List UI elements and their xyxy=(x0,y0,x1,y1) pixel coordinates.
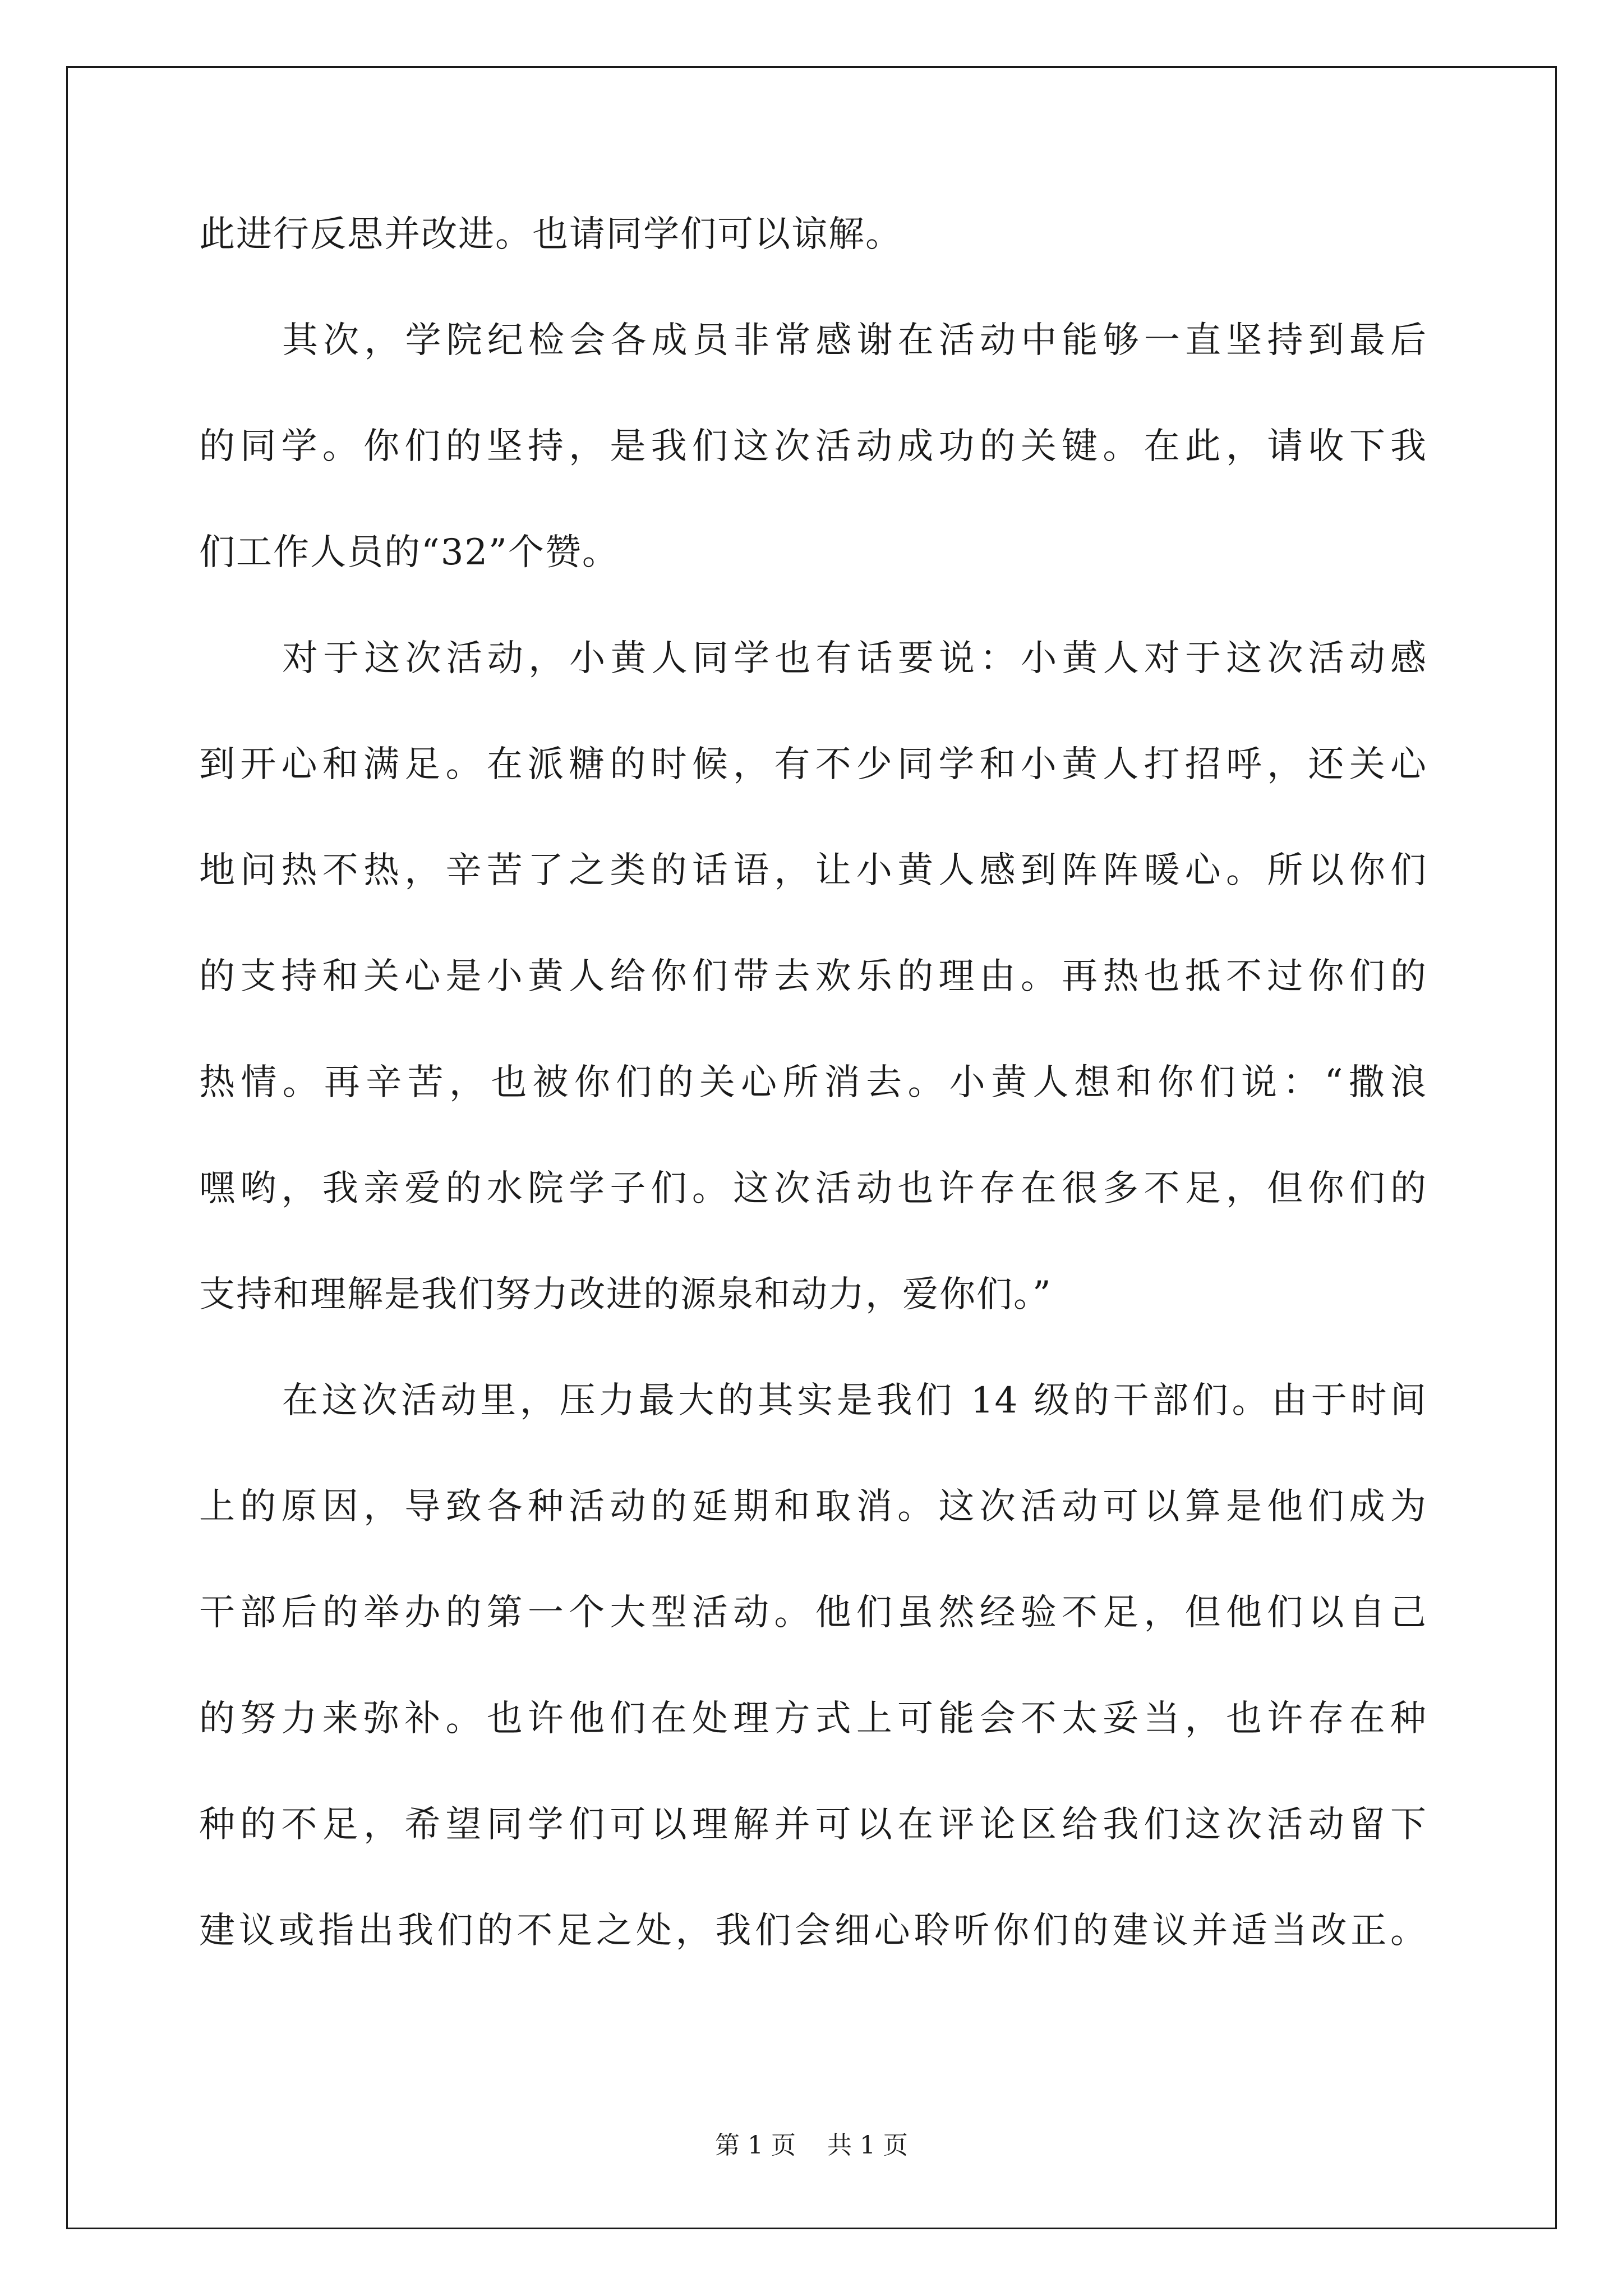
text-line: 建议或指出我们的不足之处，我们会细心聆听你们的建议并适当改正。 xyxy=(199,1910,1427,1952)
paragraph-start-line: 在这次活动里，压力最大的其实是我们 14 级的干部们。由于时间 xyxy=(282,1380,1427,1421)
text-line: 种的不足，希望同学们可以理解并可以在评论区给我们这次活动留下 xyxy=(199,1804,1427,1846)
text-line: 到开心和满足。在派糖的时候，有不少同学和小黄人打招呼，还关心 xyxy=(199,744,1427,785)
paragraph-start-line: 其次，学院纪检会各成员非常感谢在活动中能够一直坚持到最后 xyxy=(282,320,1427,361)
text-line: 嘿哟，我亲爱的水院学子们。这次活动也许存在很多不足，但你们的 xyxy=(199,1168,1427,1209)
text-line: 上的原因，导致各种活动的延期和取消。这次活动可以算是他们成为 xyxy=(199,1486,1427,1527)
text-line: 热情。再辛苦，也被你们的关心所消去。小黄人想和你们说：“撒浪 xyxy=(199,1062,1427,1103)
text-line: 此进行反思并改进。也请同学们可以谅解。 xyxy=(199,214,902,255)
text-line: 支持和理解是我们努力改进的源泉和动力，爱你们。” xyxy=(199,1274,1052,1315)
text-line: 们工作人员的“32”个赞。 xyxy=(199,532,619,573)
text-line: 干部后的举办的第一个大型活动。他们虽然经验不足，但他们以自己 xyxy=(199,1592,1427,1634)
page-number-footer: 第 1 页 共 1 页 xyxy=(715,2131,908,2160)
paragraph-start-line: 对于这次活动，小黄人同学也有话要说：小黄人对于这次活动感 xyxy=(282,638,1427,679)
text-line: 的支持和关心是小黄人给你们带去欢乐的理由。再热也抵不过你们的 xyxy=(199,956,1427,997)
document-body xyxy=(199,201,1427,2003)
text-line: 的努力来弥补。也许他们在处理方式上可能会不太妥当，也许存在种 xyxy=(199,1698,1427,1740)
text-line: 地问热不热，辛苦了之类的话语，让小黄人感到阵阵暖心。所以你们 xyxy=(199,850,1427,891)
text-line: 的同学。你们的坚持，是我们这次活动成功的关键。在此，请收下我 xyxy=(199,426,1427,467)
